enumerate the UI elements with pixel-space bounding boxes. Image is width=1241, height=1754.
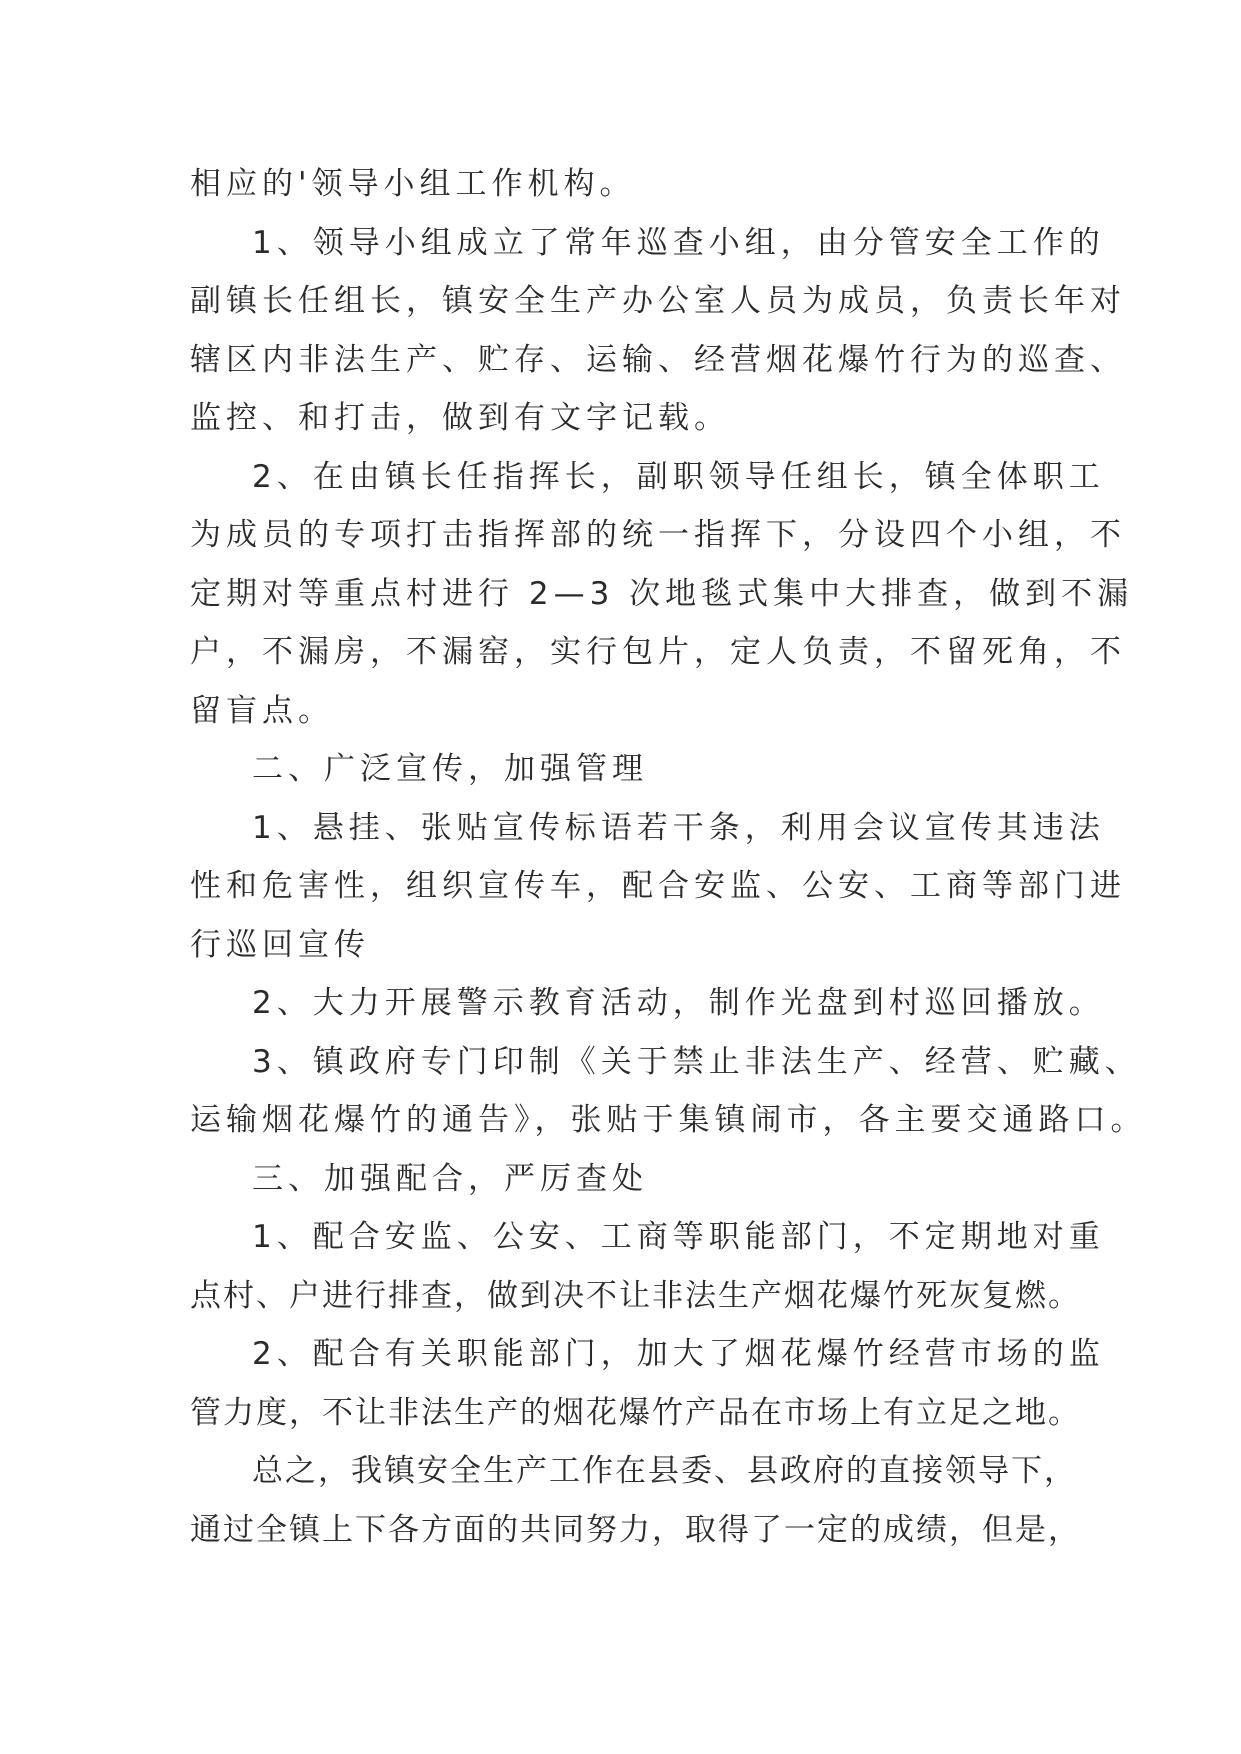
text-line: 管力度，不让非法生产的烟花爆竹产品在市场上有立足之地。 — [190, 1394, 1081, 1431]
text-line: 1、配合安监、公安、工商等职能部门，不定期地对重 — [252, 1219, 1105, 1255]
document-body — [190, 155, 1147, 1559]
text-line: 2、在由镇长任指挥长，副职领导任组长，镇全体职工 — [252, 458, 1105, 495]
text-line: 二、广泛宣传，加强管理 — [252, 751, 648, 787]
text-line: 1、悬挂、张贴宣传标语若干条，利用会议宣传其违法 — [252, 809, 1105, 846]
text-line: 定期对等重点村进行 2—3 次地毯式集中大排查，做到不漏 — [190, 575, 1134, 612]
text-line: 性和危害性，组织宣传车，配合安监、公安、工商等部门进 — [190, 868, 1126, 904]
text-line: 通过全镇上下各方面的共同努力，取得了一定的成绩，但是， — [190, 1511, 1081, 1548]
text-line: 点村、户进行排查，做到决不让非法生产烟花爆竹死灰复燃。 — [190, 1277, 1081, 1314]
text-line: 监控、和打击，做到有文字记载。 — [190, 400, 730, 436]
text-line: 2、大力开展警示教育活动，制作光盘到村巡回播放。 — [252, 985, 1105, 1021]
text-line: 总之，我镇安全生产工作在县委、县政府的直接领导下， — [252, 1453, 1077, 1489]
text-line: 户，不漏房，不漏窑，实行包片，定人负责，不留死角，不 — [190, 634, 1126, 670]
text-line: 留盲点。 — [190, 692, 334, 729]
text-line: 为成员的专项打击指挥部的统一指挥下，分设四个小组，不 — [190, 517, 1126, 553]
text-line: 三、加强配合，严厉查处 — [252, 1160, 648, 1197]
text-line: 3、镇政府专门印制《关于禁止非法生产、经营、贮藏、 — [252, 1043, 1141, 1080]
text-line: 行巡回宣传 — [190, 926, 370, 963]
text-line: 1、领导小组成立了常年巡查小组，由分管安全工作的 — [252, 224, 1105, 261]
text-line: 副镇长任组长，镇安全生产办公室人员为成员，负责长年对 — [190, 283, 1126, 319]
text-line: 2、配合有关职能部门，加大了烟花爆竹经营市场的监 — [252, 1336, 1105, 1372]
text-line: 相应的'领导小组工作机构。 — [190, 166, 636, 202]
text-line: 运输烟花爆竹的通告》，张贴于集镇闹市，各主要交通路口。 — [190, 1102, 1147, 1138]
text-line: 辖区内非法生产、贮存、运输、经营烟花爆竹行为的巡查、 — [190, 341, 1126, 378]
